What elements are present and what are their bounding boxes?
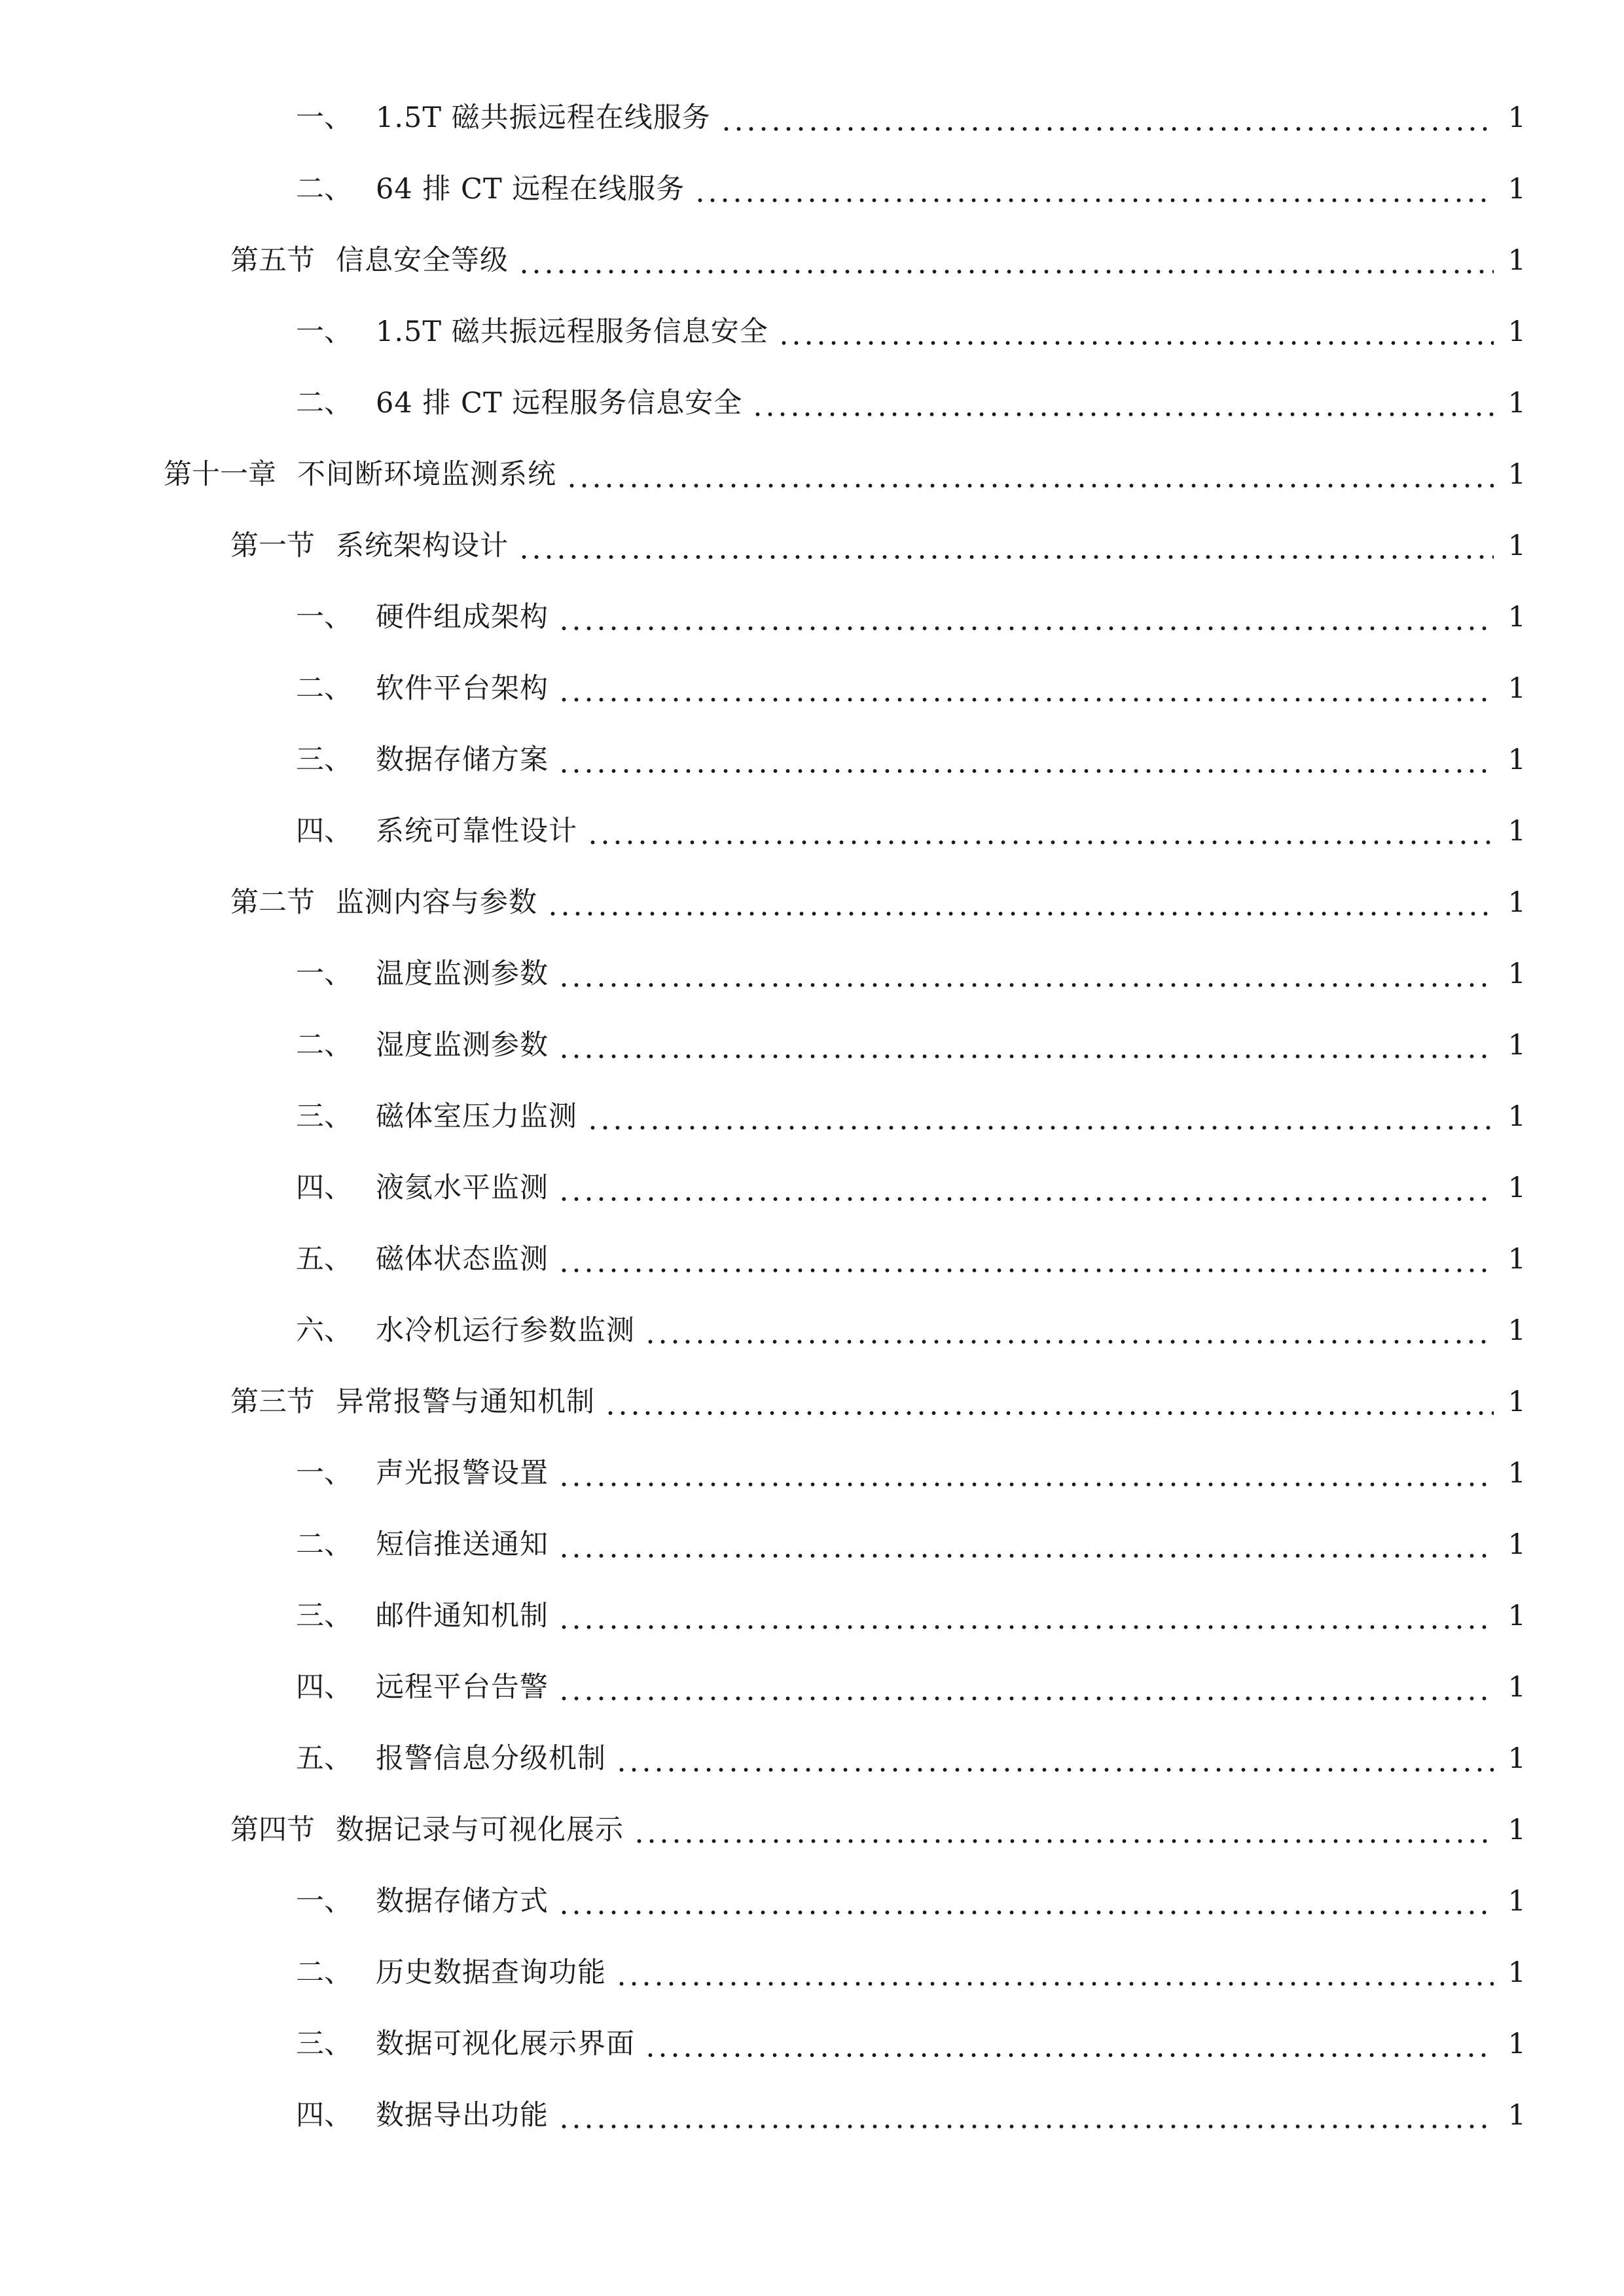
toc-row <box>296 1953 1526 1992</box>
toc-entry[interactable] <box>0 812 1624 851</box>
toc-entry[interactable] <box>0 1026 1624 1065</box>
toc-entry-page-number: 1 <box>1507 1600 1526 1632</box>
toc-entry[interactable] <box>0 954 1624 994</box>
toc-entry-number: 二、 <box>296 1956 352 1989</box>
toc-entry-number: 第十一章 <box>164 458 276 491</box>
toc-entry-title: 水冷机运行参数监测 <box>376 1314 635 1347</box>
toc-entry-number: 第一节 <box>230 529 315 562</box>
toc-row <box>296 1311 1526 1350</box>
toc-row <box>296 2096 1526 2135</box>
toc-entry-title: 数据存储方案 <box>376 744 549 776</box>
toc-entry[interactable] <box>0 1311 1624 1350</box>
toc-row <box>296 598 1526 637</box>
toc-entry[interactable] <box>0 1882 1624 1921</box>
toc-row <box>296 312 1526 351</box>
toc-entry-page-number: 1 <box>1507 815 1526 848</box>
toc-row <box>296 1168 1526 1208</box>
toc-entry-title: 监测内容与参数 <box>336 886 537 919</box>
toc-entry[interactable] <box>0 1168 1624 1208</box>
toc-entry[interactable] <box>0 1810 1624 1850</box>
toc-entry-page-number: 1 <box>1507 387 1526 420</box>
toc-entry-number: 一、 <box>296 1885 352 1918</box>
toc-dot-leader <box>558 2096 1494 2135</box>
toc-entry-number: 三、 <box>296 1100 352 1133</box>
toc-entry-title: 数据导出功能 <box>376 2099 549 2132</box>
toc-dot-leader <box>751 384 1493 423</box>
toc-entry-title: 远程平台告警 <box>376 1671 549 1704</box>
toc-entry-page-number: 1 <box>1507 1314 1526 1347</box>
toc-entry-title: 数据存储方式 <box>376 1885 549 1918</box>
toc-entry-page-number: 1 <box>1507 1243 1526 1276</box>
toc-entry[interactable] <box>0 740 1624 780</box>
toc-row <box>230 1810 1526 1850</box>
toc-dot-leader <box>518 241 1494 280</box>
toc-entry-page-number: 1 <box>1507 1172 1526 1204</box>
toc-entry-number: 一、 <box>296 1457 352 1490</box>
toc-entry-title: 软件平台架构 <box>376 672 549 705</box>
toc-dot-leader <box>558 1525 1494 1564</box>
toc-entry-number: 二、 <box>296 1029 352 1062</box>
toc-dot-leader <box>615 1739 1494 1778</box>
toc-entry-number: 第二节 <box>230 886 315 919</box>
toc-entry[interactable] <box>0 883 1624 922</box>
toc-dot-leader <box>615 1953 1494 1992</box>
toc-dot-leader <box>644 2024 1494 2064</box>
toc-row <box>296 384 1526 423</box>
toc-row <box>164 455 1526 494</box>
toc-entry-number: 二、 <box>296 1528 352 1561</box>
toc-entry[interactable] <box>0 2024 1624 2064</box>
toc-entry-page-number: 1 <box>1507 1956 1526 1989</box>
toc-row <box>296 170 1526 209</box>
toc-entry-title: 1.5T 磁共振远程在线服务 <box>376 101 711 134</box>
toc-entry-number: 一、 <box>296 315 352 348</box>
toc-dot-leader <box>558 1454 1494 1493</box>
toc-entry[interactable] <box>0 1668 1624 1707</box>
toc-entry-number: 四、 <box>296 1671 352 1704</box>
toc-entry-number: 四、 <box>296 2099 352 2132</box>
toc-entry-page-number: 1 <box>1507 101 1526 134</box>
toc-row <box>296 1668 1526 1707</box>
toc-row <box>296 812 1526 851</box>
toc-entry-title: 声光报警设置 <box>376 1457 549 1490</box>
toc-row <box>230 241 1526 280</box>
toc-dot-leader <box>558 1168 1494 1208</box>
toc-entry-title: 系统架构设计 <box>336 529 509 562</box>
toc-entry-title: 磁体状态监测 <box>376 1243 549 1276</box>
toc-dot-leader <box>778 312 1494 351</box>
toc-entry-page-number: 1 <box>1507 744 1526 776</box>
toc-entry-page-number: 1 <box>1507 2099 1526 2132</box>
toc-entry-title: 短信推送通知 <box>376 1528 549 1561</box>
toc-row <box>296 1240 1526 1279</box>
toc-dot-leader <box>586 812 1494 851</box>
toc-dot-leader <box>566 455 1494 494</box>
toc-dot-leader <box>518 526 1494 565</box>
toc-entry[interactable] <box>0 98 1624 137</box>
toc-row <box>230 526 1526 565</box>
toc-entry[interactable] <box>0 1240 1624 1279</box>
toc-row <box>230 1382 1526 1422</box>
toc-entry-number: 三、 <box>296 2028 352 2060</box>
toc-entry[interactable] <box>0 1454 1624 1493</box>
toc-entry-page-number: 1 <box>1507 173 1526 206</box>
toc-row <box>296 1882 1526 1921</box>
toc-dot-leader <box>694 170 1493 209</box>
toc-entry-number: 二、 <box>296 387 352 420</box>
toc-dot-leader <box>604 1382 1494 1422</box>
toc-entry-number: 一、 <box>296 601 352 634</box>
toc-entry-title: 液氦水平监测 <box>376 1172 549 1204</box>
toc-row <box>296 2024 1526 2064</box>
toc-dot-leader <box>558 598 1494 637</box>
toc-entry-number: 三、 <box>296 744 352 776</box>
toc-entry-page-number: 1 <box>1507 1742 1526 1775</box>
toc-entry-page-number: 1 <box>1507 672 1526 705</box>
toc-row <box>296 1454 1526 1493</box>
toc-row <box>296 1525 1526 1564</box>
toc-row <box>230 883 1526 922</box>
toc-row <box>296 1026 1526 1065</box>
toc-entry[interactable] <box>0 455 1624 494</box>
toc-entry[interactable] <box>0 1525 1624 1564</box>
toc-entry-page-number: 1 <box>1507 601 1526 634</box>
toc-row <box>296 740 1526 780</box>
toc-entry[interactable] <box>0 1739 1624 1778</box>
toc-entry-page-number: 1 <box>1507 1885 1526 1918</box>
toc-entry-page-number: 1 <box>1507 244 1526 277</box>
toc-entry-title: 64 排 CT 远程服务信息安全 <box>376 387 743 420</box>
toc-entry[interactable] <box>0 1097 1624 1136</box>
toc-entry-number: 五、 <box>296 1243 352 1276</box>
toc-entry[interactable] <box>0 669 1624 708</box>
toc-entry-number: 四、 <box>296 815 352 848</box>
toc-entry[interactable] <box>0 2096 1624 2135</box>
toc-entry-page-number: 1 <box>1507 315 1526 348</box>
toc-entry-title: 异常报警与通知机制 <box>336 1386 595 1418</box>
toc-entry[interactable] <box>0 1596 1624 1636</box>
toc-entry-page-number: 1 <box>1507 1814 1526 1846</box>
toc-entry[interactable] <box>0 384 1624 423</box>
toc-entry-title: 不间断环境监测系统 <box>297 458 556 491</box>
toc-entry-page-number: 1 <box>1507 2028 1526 2060</box>
toc-entry[interactable] <box>0 312 1624 351</box>
toc-entry[interactable] <box>0 1953 1624 1992</box>
toc-dot-leader <box>633 1810 1494 1850</box>
toc-dot-leader <box>558 1882 1494 1921</box>
toc-dot-leader <box>558 1240 1494 1279</box>
toc-entry-number: 第四节 <box>230 1814 315 1846</box>
toc-entry-title: 64 排 CT 远程在线服务 <box>376 173 685 206</box>
toc-entry-number: 第三节 <box>230 1386 315 1418</box>
toc-entry-number: 二、 <box>296 173 352 206</box>
toc-dot-leader <box>558 1668 1494 1707</box>
toc-entry-title: 数据可视化展示界面 <box>376 2028 635 2060</box>
toc-entry-page-number: 1 <box>1507 886 1526 919</box>
toc-entry[interactable] <box>0 526 1624 565</box>
toc-entry-title: 邮件通知机制 <box>376 1600 549 1632</box>
toc-dot-leader <box>586 1097 1494 1136</box>
toc-entry-page-number: 1 <box>1507 1386 1526 1418</box>
toc-dot-leader <box>720 98 1494 137</box>
toc-entry-number: 第五节 <box>230 244 315 277</box>
toc-entry-title: 磁体室压力监测 <box>376 1100 577 1133</box>
toc-entry-page-number: 1 <box>1507 529 1526 562</box>
toc-entry-number: 一、 <box>296 101 352 134</box>
toc-dot-leader <box>547 883 1494 922</box>
toc-dot-leader <box>558 669 1494 708</box>
toc-row <box>296 954 1526 994</box>
toc-entry[interactable] <box>0 598 1624 637</box>
toc-entry-title: 硬件组成架构 <box>376 601 549 634</box>
toc-entry-title: 信息安全等级 <box>336 244 509 277</box>
toc-dot-leader <box>558 954 1494 994</box>
toc-dot-leader <box>558 740 1494 780</box>
toc-row <box>296 1097 1526 1136</box>
toc-entry[interactable] <box>0 241 1624 280</box>
toc-entry[interactable] <box>0 1382 1624 1422</box>
toc-entry-page-number: 1 <box>1507 1100 1526 1133</box>
toc-entry-title: 系统可靠性设计 <box>376 815 577 848</box>
toc-entry-title: 历史数据查询功能 <box>376 1956 606 1989</box>
toc-entry-number: 六、 <box>296 1314 352 1347</box>
toc-entry-number: 四、 <box>296 1172 352 1204</box>
toc-entry-page-number: 1 <box>1507 1528 1526 1561</box>
toc-row <box>296 1596 1526 1636</box>
toc-entry-number: 二、 <box>296 672 352 705</box>
toc-entry-page-number: 1 <box>1507 1457 1526 1490</box>
toc-entry-number: 五、 <box>296 1742 352 1775</box>
toc-entry-number: 一、 <box>296 958 352 990</box>
toc-entry-title: 数据记录与可视化展示 <box>336 1814 624 1846</box>
toc-entry-title: 1.5T 磁共振远程服务信息安全 <box>376 315 768 348</box>
toc-entry[interactable] <box>0 170 1624 209</box>
toc-entry-title: 报警信息分级机制 <box>376 1742 606 1775</box>
toc-row <box>296 669 1526 708</box>
toc-row <box>296 98 1526 137</box>
toc-entry-page-number: 1 <box>1507 1029 1526 1062</box>
toc-entry-title: 湿度监测参数 <box>376 1029 549 1062</box>
toc-entry-page-number: 1 <box>1507 958 1526 990</box>
toc-entry-page-number: 1 <box>1507 1671 1526 1704</box>
toc-entry-number: 三、 <box>296 1600 352 1632</box>
toc-dot-leader <box>644 1311 1494 1350</box>
toc-dot-leader <box>558 1596 1494 1636</box>
toc-row <box>296 1739 1526 1778</box>
toc-dot-leader <box>558 1026 1494 1065</box>
toc-entry-title: 温度监测参数 <box>376 958 549 990</box>
toc-entry-page-number: 1 <box>1507 458 1526 491</box>
